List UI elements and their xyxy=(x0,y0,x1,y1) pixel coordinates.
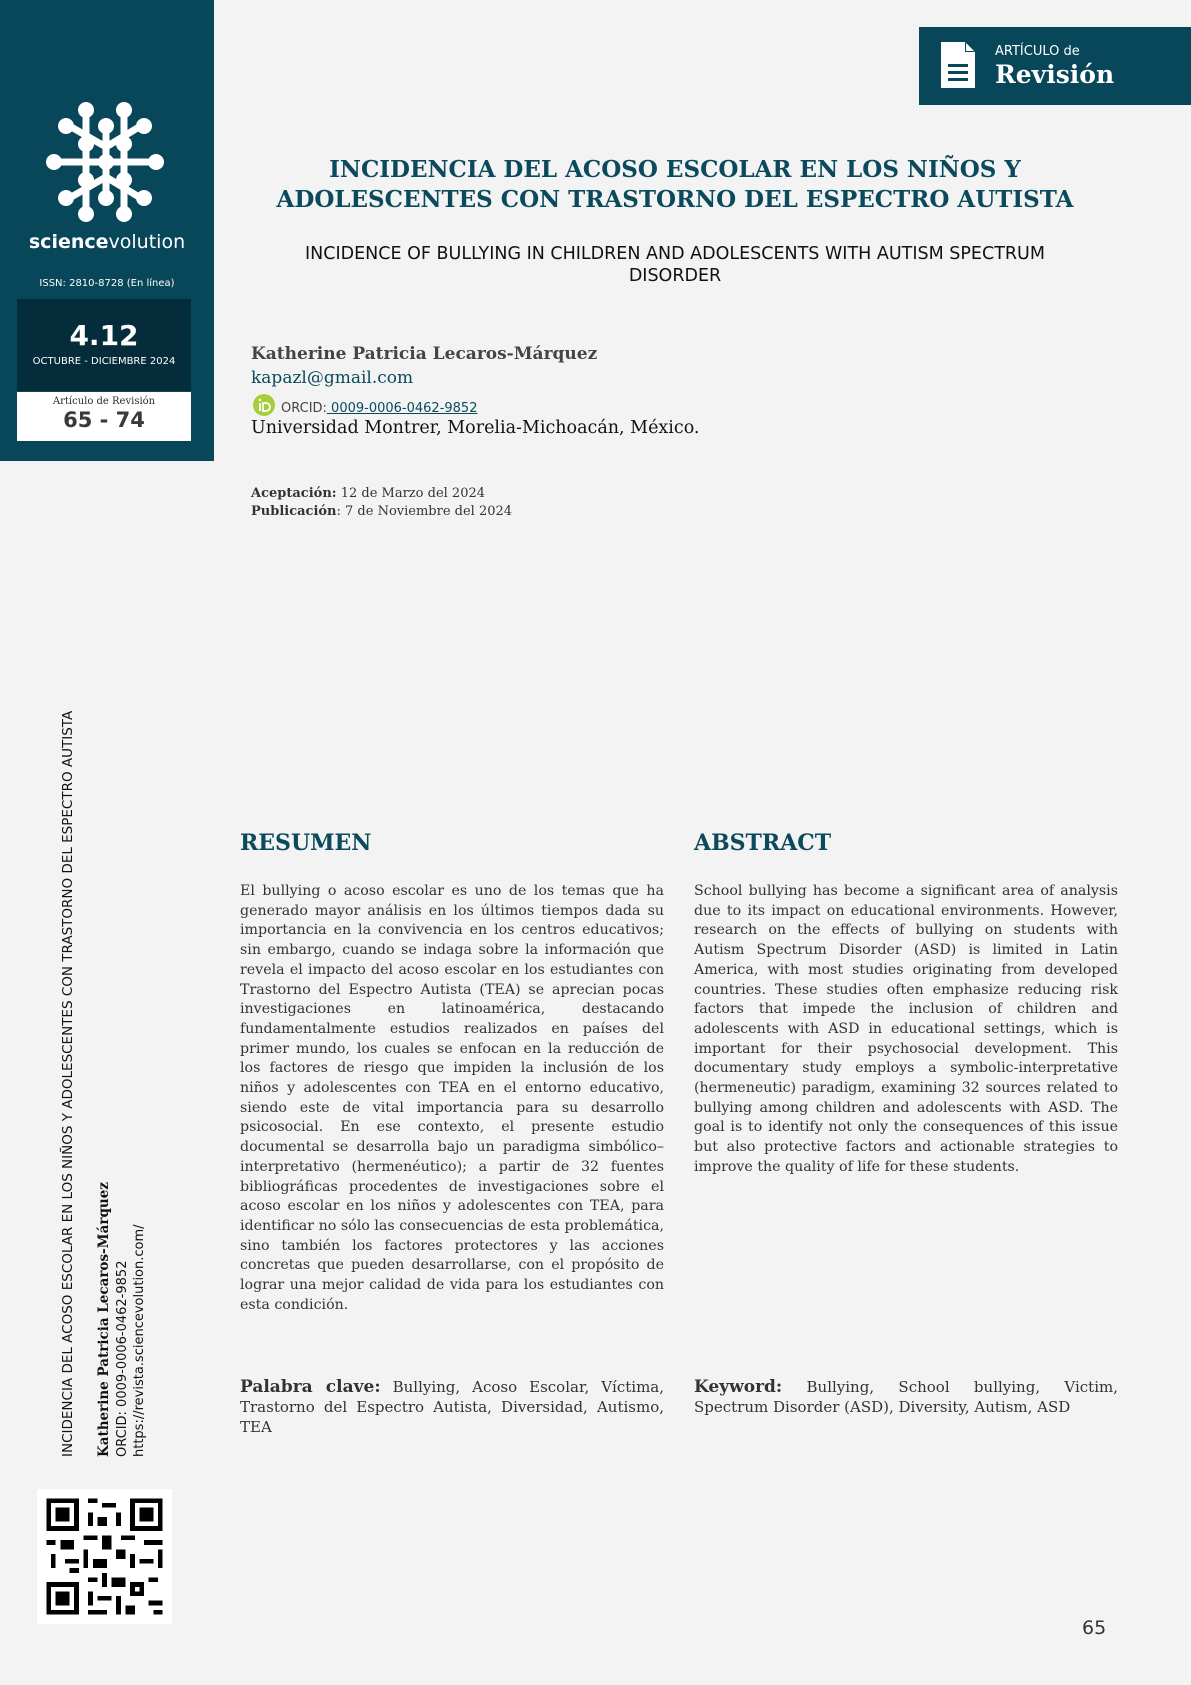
resumen-keywords xyxy=(240,1377,664,1437)
orcid-row xyxy=(253,394,477,416)
journal-sidebar xyxy=(0,0,214,461)
resumen-keywords-label: Palabra clave: xyxy=(240,1377,381,1397)
resumen-heading: RESUMEN xyxy=(240,830,372,856)
abstract-keywords xyxy=(694,1377,1118,1417)
publication-label: Publicación xyxy=(251,504,337,519)
orcid-link[interactable]: 0009-0006-0462-9852 xyxy=(326,401,478,416)
article-dates xyxy=(251,485,512,521)
orcid-icon xyxy=(253,394,275,416)
volume-box xyxy=(17,299,191,391)
document-icon xyxy=(939,40,977,90)
vertical-author: Katherine Patricia Lecaros-Márquez xyxy=(96,1182,112,1457)
vertical-article-title: INCIDENCIA DEL ACOSO ESCOLAR EN LOS NIÑOS Y ADOLESCENTES CON TRASTORNO DEL ESPECTRO AUTISTA xyxy=(60,710,76,1457)
brand-bold: science xyxy=(28,231,109,253)
abstract-text: School bullying has become a significant area of analysis due to its impact on educational environments. However, research on the effects of bullying on students with Autism Spectrum Disorder (ASD) is limited in Latin America, with most studies originating from developed countries. These studies often emphasize reducing risk factors that impede the inclusion of children and adolescents with ASD in educational settings, which is important for their psychosocial development. This documentary study employs a symbolic-interpretative (hermeneutic) paradigm, examining 32 sources related to bullying among children and adolescents with ASD. The goal is to identify not only the consequences of this issue but also protective factors and actionable strategies to improve the quality of life for these students. xyxy=(694,883,1118,1175)
journal-brand xyxy=(0,231,214,253)
volume-number: 4.12 xyxy=(69,319,139,352)
article-type-label: Artículo de Revisión xyxy=(52,396,156,407)
page-number: 65 xyxy=(1082,1617,1107,1639)
acceptance-label: Aceptación: xyxy=(251,486,337,501)
abstract-keywords-label: Keyword: xyxy=(694,1377,783,1397)
article-title-english: INCIDENCE OF BULLYING IN CHILDREN AND ADOLESCENTS WITH AUTISM SPECTRUM DISORDER xyxy=(305,244,1045,286)
resumen-text: El bullying o acoso escolar es uno de los temas que ha generado mayor análisis en los últimos tiempos dada su importancia en la convivencia en los centros educativos; sin embargo, cuando se indaga sobre la información que revela el impacto del acoso escolar en los estudiantes con Trastorno del Espectro Autista (TEA) se aprecian pocas investigaciones en latinoamérica, destacando fundamentalmente estudios realizados en países del primer mundo, los cuales se enfocan en la reducción de los factores de riesgo que impiden la inclusión de los niños y adolescentes con TEA en el entorno educativo, siendo este de vital importancia para su desarrollo psicosocial. En ese contexto, el presente estudio documental se desarrolla bajo un paradigma simbólico–interpretativo (hermenéutico); a partir de 32 fuentes bibliográficas procedentes de investigaciones sobre el acoso escolar en los niños y adolescentes con TEA, para identificar no sólo las consecuencias de esta problemática, sino también los factores protectores y las acciones concretas que pueden desarrollarse, con el propósito de lograr una mejor calidad de vida para los estudiantes con esta condición. xyxy=(240,883,664,1313)
abstract-keywords-text: Bullying, School bullying, Victim, Spectrum Disorder (ASD), Diversity, Autism, ASD xyxy=(694,1378,1118,1416)
pages-box xyxy=(17,392,191,441)
abstract-heading: ABSTRACT xyxy=(694,830,832,856)
badge-big-text: Revisión xyxy=(995,60,1115,89)
brand-rest: volution xyxy=(108,231,186,253)
page-range: 65 - 74 xyxy=(63,408,145,432)
article-type-badge xyxy=(919,27,1191,105)
qr-code[interactable] xyxy=(37,1489,172,1624)
article-title-spanish: INCIDENCIA DEL ACOSO ESCOLAR EN LOS NIÑOS Y ADOLESCENTES CON TRASTORNO DEL ESPECTRO AUTISTA xyxy=(276,156,1074,213)
volume-period: OCTUBRE - DICIEMBRE 2024 xyxy=(32,356,176,367)
acceptance-date: 12 de Marzo del 2024 xyxy=(336,486,486,501)
journal-logo-icon xyxy=(46,102,164,222)
author-email[interactable]: kapazl@gmail.com xyxy=(251,368,414,388)
publication-date: : 7 de Noviembre del 2024 xyxy=(336,504,513,519)
badge-small-text: ARTÍCULO de xyxy=(995,44,1080,59)
journal-issn: ISSN: 2810-8728 (En línea) xyxy=(39,278,175,289)
vertical-orcid: ORCID: 0009-0006-0462-9852 xyxy=(115,1260,130,1457)
resumen-keywords-text: Bullying, Acoso Escolar, Víctima, Trastorno del Espectro Autista, Diversidad, Autismo, TEA xyxy=(240,1378,665,1436)
author-affiliation: Universidad Montrer, Morelia-Michoacán, México. xyxy=(251,418,700,438)
orcid-label: ORCID: xyxy=(281,401,327,416)
vertical-url[interactable]: https://revista.sciencevolution.com/ xyxy=(132,1224,147,1457)
author-name: Katherine Patricia Lecaros-Márquez xyxy=(251,344,598,364)
